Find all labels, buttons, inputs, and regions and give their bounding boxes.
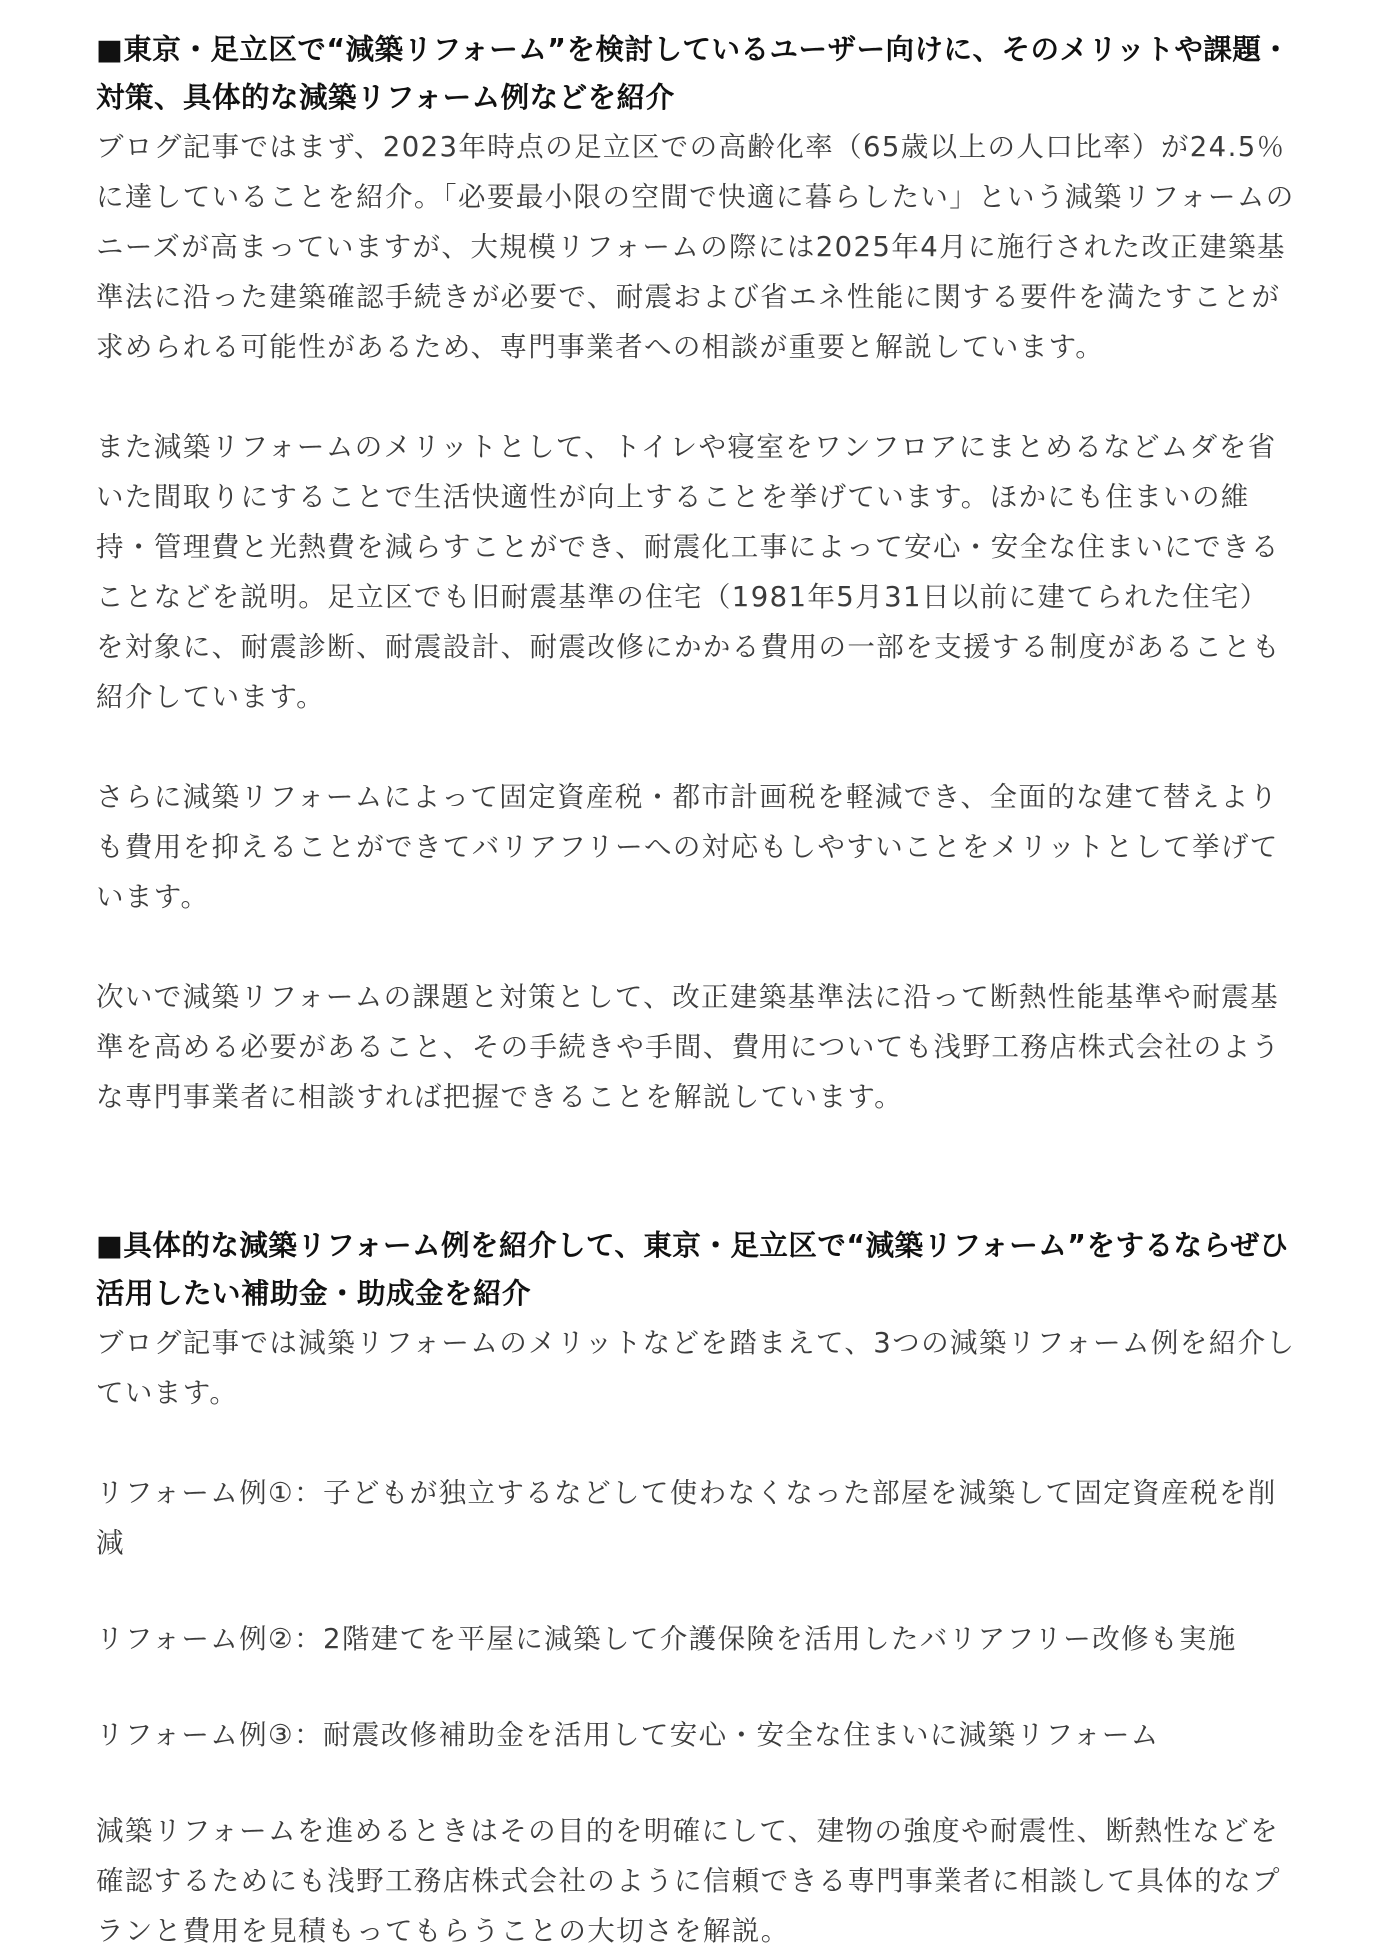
paragraph: また減築リフォームのメリットとして、トイレや寝室をワンフロアにまとめるなどムダを省いた間取りにすることで生活快適性が向上することを挙げています。ほかにも住まいの維持・管理費と光熱費を減らすことができ、耐震化工事によって安心・安全な住まいにできることなどを説明。足立区でも旧耐震基準の住宅（1981年5月31日以前に建てられた住宅）を対象に、耐震診断、耐震設計、耐震改修にかかる費用の一部を支援する制度があることも紹介しています。 <box>96 431 1281 713</box>
spacer <box>96 722 1296 772</box>
section-heading: ■東京・足立区で“減築リフォーム”を検討しているユーザー向けに、そのメリットや課題・対策、具体的な減築リフォーム例などを紹介 <box>96 33 1291 114</box>
reform-example-1: リフォーム例①：子どもが独立するなどして使わなくなった部屋を減築して固定資産税を削減 <box>96 1477 1277 1559</box>
paragraph: ブログ記事では減築リフォームのメリットなどを踏まえて、3つの減築リフォーム例を紹介しています。 <box>96 1327 1296 1409</box>
spacer <box>96 1418 1296 1468</box>
spacer <box>96 372 1296 422</box>
paragraph: 次いで減築リフォームの課題と対策として、改正建築基準法に沿って断熱性能基準や耐震基準を高める必要があること、その手続きや手間、費用についても浅野工務店株式会社のような専門事業者に相談すれば把握できることを解説しています。 <box>96 981 1281 1113</box>
spacer <box>96 1122 1296 1222</box>
spacer <box>96 1568 1296 1614</box>
paragraph: ブログ記事ではまず、2023年時点の足立区での高齢化率（65歳以上の人口比率）が24.5％に達していることを紹介。「必要最小限の空間で快適に暮らしたい」という減築リフォームのニーズが高まっていますが、大規模リフォームの際には2025年4月に施行された改正建築基準法に沿った建築確認手続きが必要で、耐震および省エネ性能に関する要件を満たすことが求められる可能性があるため、専門事業者への相談が重要と解説しています。 <box>96 131 1295 363</box>
reform-example-2: リフォーム例②：2階建てを平屋に減築して介護保険を活用したバリアフリー改修も実施 <box>96 1623 1237 1655</box>
reform-example-3: リフォーム例③：耐震改修補助金を活用して安心・安全な住まいに減築リフォーム <box>96 1719 1160 1751</box>
spacer <box>96 1760 1296 1806</box>
spacer <box>96 1664 1296 1710</box>
article-body <box>96 26 1296 1956</box>
paragraph: さらに減築リフォームによって固定資産税・都市計画税を軽減でき、全面的な建て替えよりも費用を抑えることができてバリアフリーへの対応もしやすいことをメリットとして挙げています。 <box>96 781 1279 913</box>
spacer <box>96 922 1296 972</box>
paragraph: 減築リフォームを進めるときはその目的を明確にして、建物の強度や耐震性、断熱性などを確認するためにも浅野工務店株式会社のように信頼できる専門事業者に相談して具体的なプランと費用を見積もってもらうことの大切さを解説。 <box>96 1815 1281 1947</box>
section-heading: ■具体的な減築リフォーム例を紹介して、東京・足立区で“減築リフォーム”をするならぜひ活用したい補助金・助成金を紹介 <box>96 1229 1289 1310</box>
